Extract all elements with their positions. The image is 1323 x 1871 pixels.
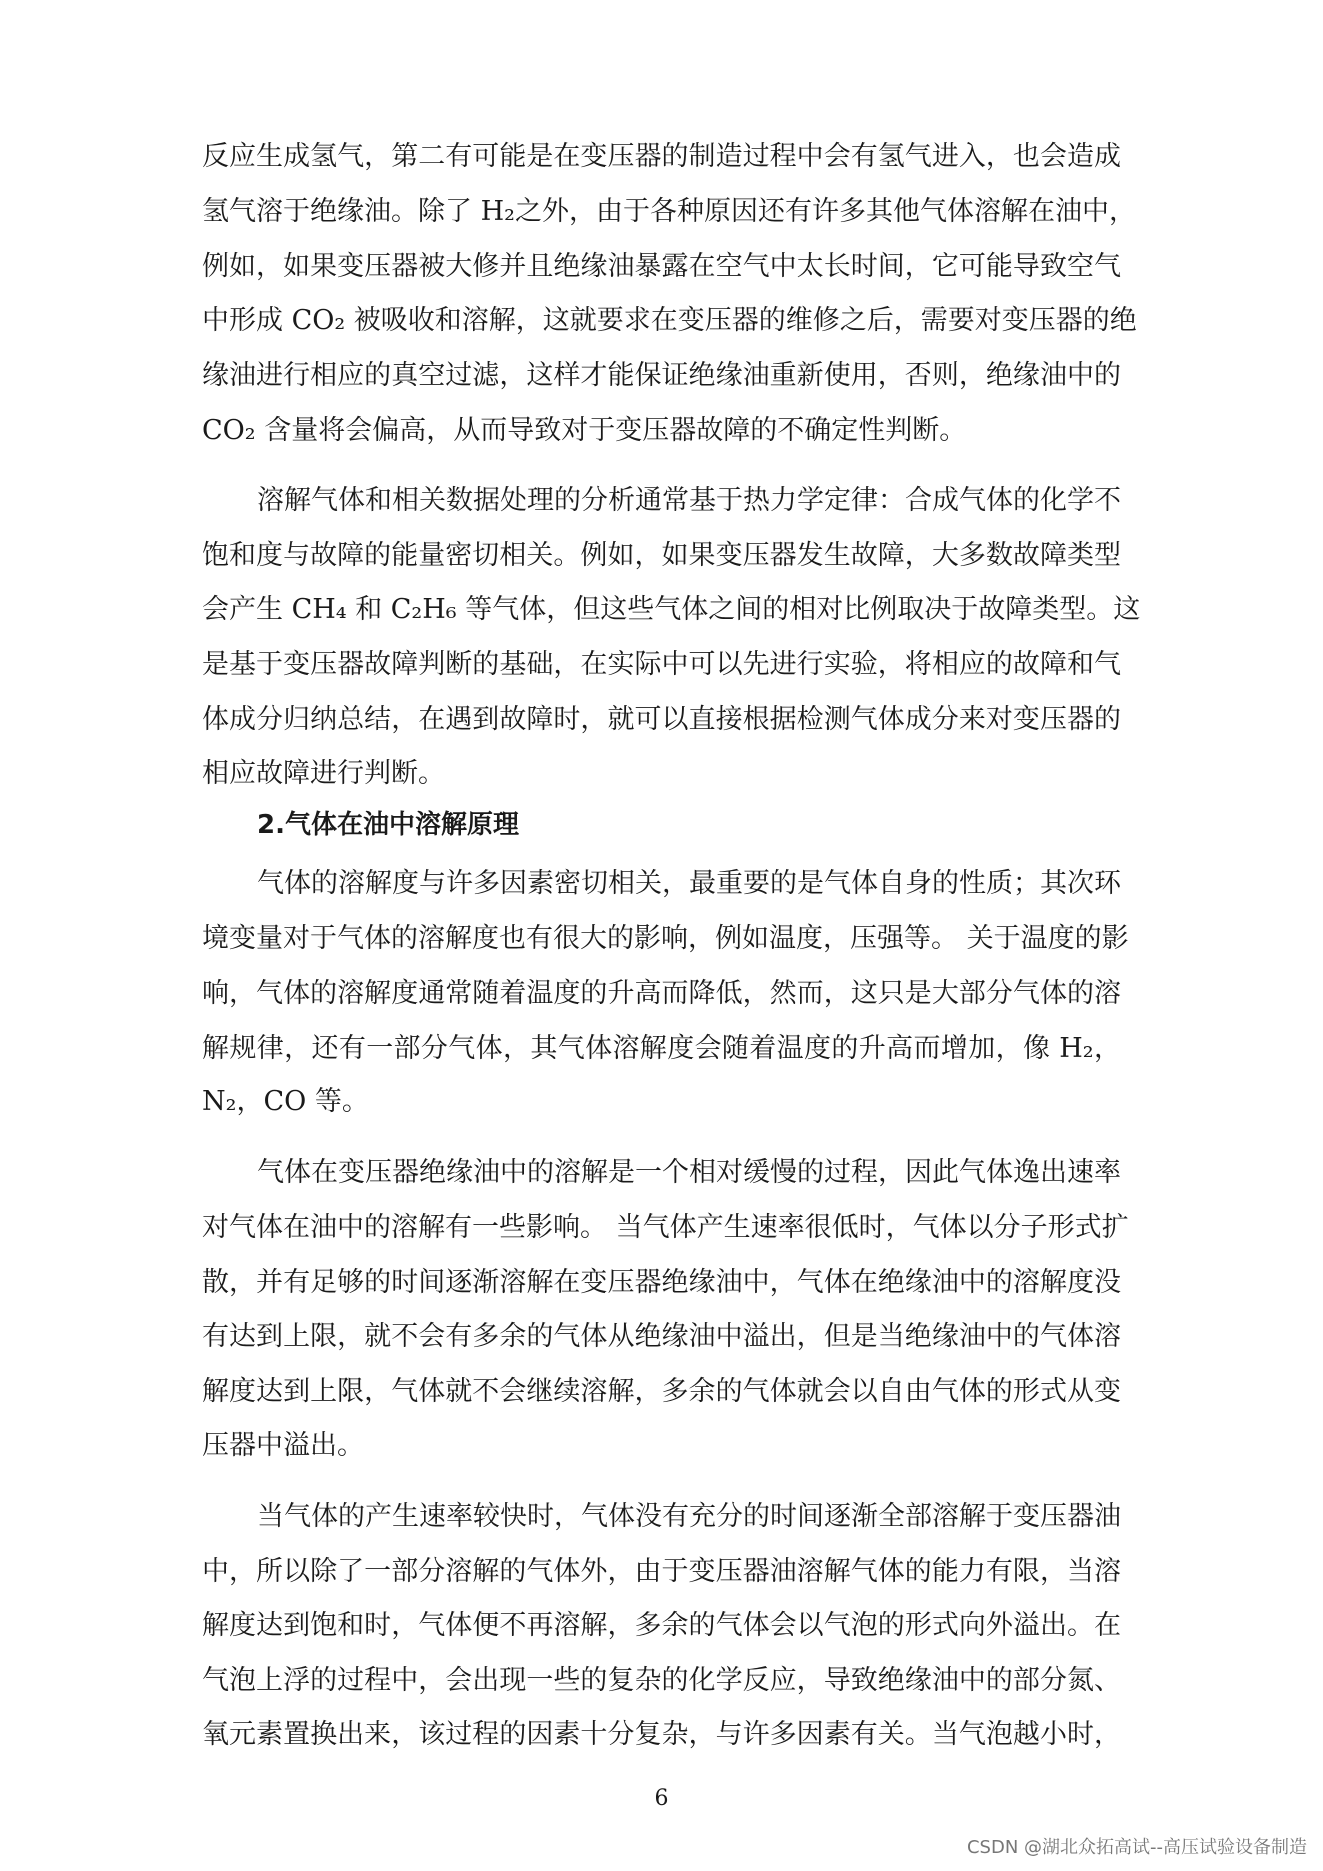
paragraph-1-line-1: 反应生成氢气，第二有可能是在变压器的制造过程中会有氢气进入，也会造成	[202, 141, 1121, 172]
paragraph-2-line-3: 会产生 CH₄ 和 C₂H₆ 等气体，但这些气体之间的相对比例取决于故障类型。这	[202, 594, 1141, 625]
paragraph-2-line-2: 饱和度与故障的能量密切相关。例如，如果变压器发生故障，大多数故障类型	[202, 540, 1121, 571]
paragraph-2-line-5: 体成分归纳总结，在遇到故障时，就可以直接根据检测气体成分来对变压器的	[202, 704, 1121, 735]
section-heading: 2.气体在油中溶解原理	[257, 810, 519, 840]
paragraph-1-line-6: CO₂ 含量将会偏高，从而导致对于变压器故障的不确定性判断。	[202, 415, 967, 446]
paragraph-1-line-4: 中形成 CO₂ 被吸收和溶解，这就要求在变压器的维修之后，需要对变压器的绝	[202, 305, 1137, 336]
paragraph-3-line-1: 气体的溶解度与许多因素密切相关，最重要的是气体自身的性质；其次环	[257, 868, 1121, 899]
paragraph-5-line-1: 当气体的产生速率较快时，气体没有充分的时间逐渐全部溶解于变压器油	[257, 1501, 1121, 1532]
paragraph-4-line-2: 对气体在油中的溶解有一些影响。 当气体产生速率很低时，气体以分子形式扩	[202, 1212, 1129, 1243]
paragraph-5-line-2: 中，所以除了一部分溶解的气体外，由于变压器油溶解气体的能力有限，当溶	[202, 1556, 1121, 1587]
paragraph-2-line-4: 是基于变压器故障判断的基础，在实际中可以先进行实验，将相应的故障和气	[202, 649, 1121, 680]
paragraph-3-line-3: 响，气体的溶解度通常随着温度的升高而降低，然而，这只是大部分气体的溶	[202, 978, 1121, 1009]
paragraph-4-line-1: 气体在变压器绝缘油中的溶解是一个相对缓慢的过程，因此气体逸出速率	[257, 1157, 1121, 1188]
paragraph-1-line-3: 例如，如果变压器被大修并且绝缘油暴露在空气中太长时间，它可能导致空气	[202, 251, 1121, 282]
paragraph-1-line-5: 缘油进行相应的真空过滤，这样才能保证绝缘油重新使用，否则，绝缘油中的	[202, 360, 1121, 391]
paragraph-3-line-2: 境变量对于气体的溶解度也有很大的影响，例如温度，压强等。 关于温度的影	[202, 923, 1129, 954]
paragraph-2-line-6: 相应故障进行判断。	[202, 758, 445, 789]
paragraph-1-line-2: 氢气溶于绝缘油。除了 H₂之外，由于各种原因还有许多其他气体溶解在油中，	[202, 196, 1136, 227]
paragraph-5-line-3: 解度达到饱和时，气体便不再溶解，多余的气体会以气泡的形式向外溢出。在	[202, 1610, 1121, 1641]
page-number: 6	[654, 1786, 669, 1811]
paragraph-4-line-4: 有达到上限，就不会有多余的气体从绝缘油中溢出，但是当绝缘油中的气体溶	[202, 1321, 1121, 1352]
csdn-watermark: CSDN @湖北众拓高试--高压试验设备制造	[966, 1837, 1307, 1858]
paragraph-4-line-5: 解度达到上限，气体就不会继续溶解，多余的气体就会以自由气体的形式从变	[202, 1376, 1121, 1407]
paragraph-3-line-4: 解规律，还有一部分气体，其气体溶解度会随着温度的升高而增加，像 H₂，	[202, 1033, 1121, 1064]
paragraph-5-line-4: 气泡上浮的过程中，会出现一些的复杂的化学反应，导致绝缘油中的部分氮、	[202, 1665, 1121, 1696]
paragraph-2-line-1: 溶解气体和相关数据处理的分析通常基于热力学定律：合成气体的化学不	[257, 485, 1121, 516]
paragraph-5-line-5: 氧元素置换出来，该过程的因素十分复杂，与许多因素有关。当气泡越小时，	[202, 1719, 1121, 1750]
paragraph-4-line-6: 压器中溢出。	[202, 1430, 364, 1461]
paragraph-3-line-5: N₂，CO 等。	[202, 1086, 369, 1117]
paragraph-4-line-3: 散，并有足够的时间逐渐溶解在变压器绝缘油中，气体在绝缘油中的溶解度没	[202, 1267, 1121, 1298]
